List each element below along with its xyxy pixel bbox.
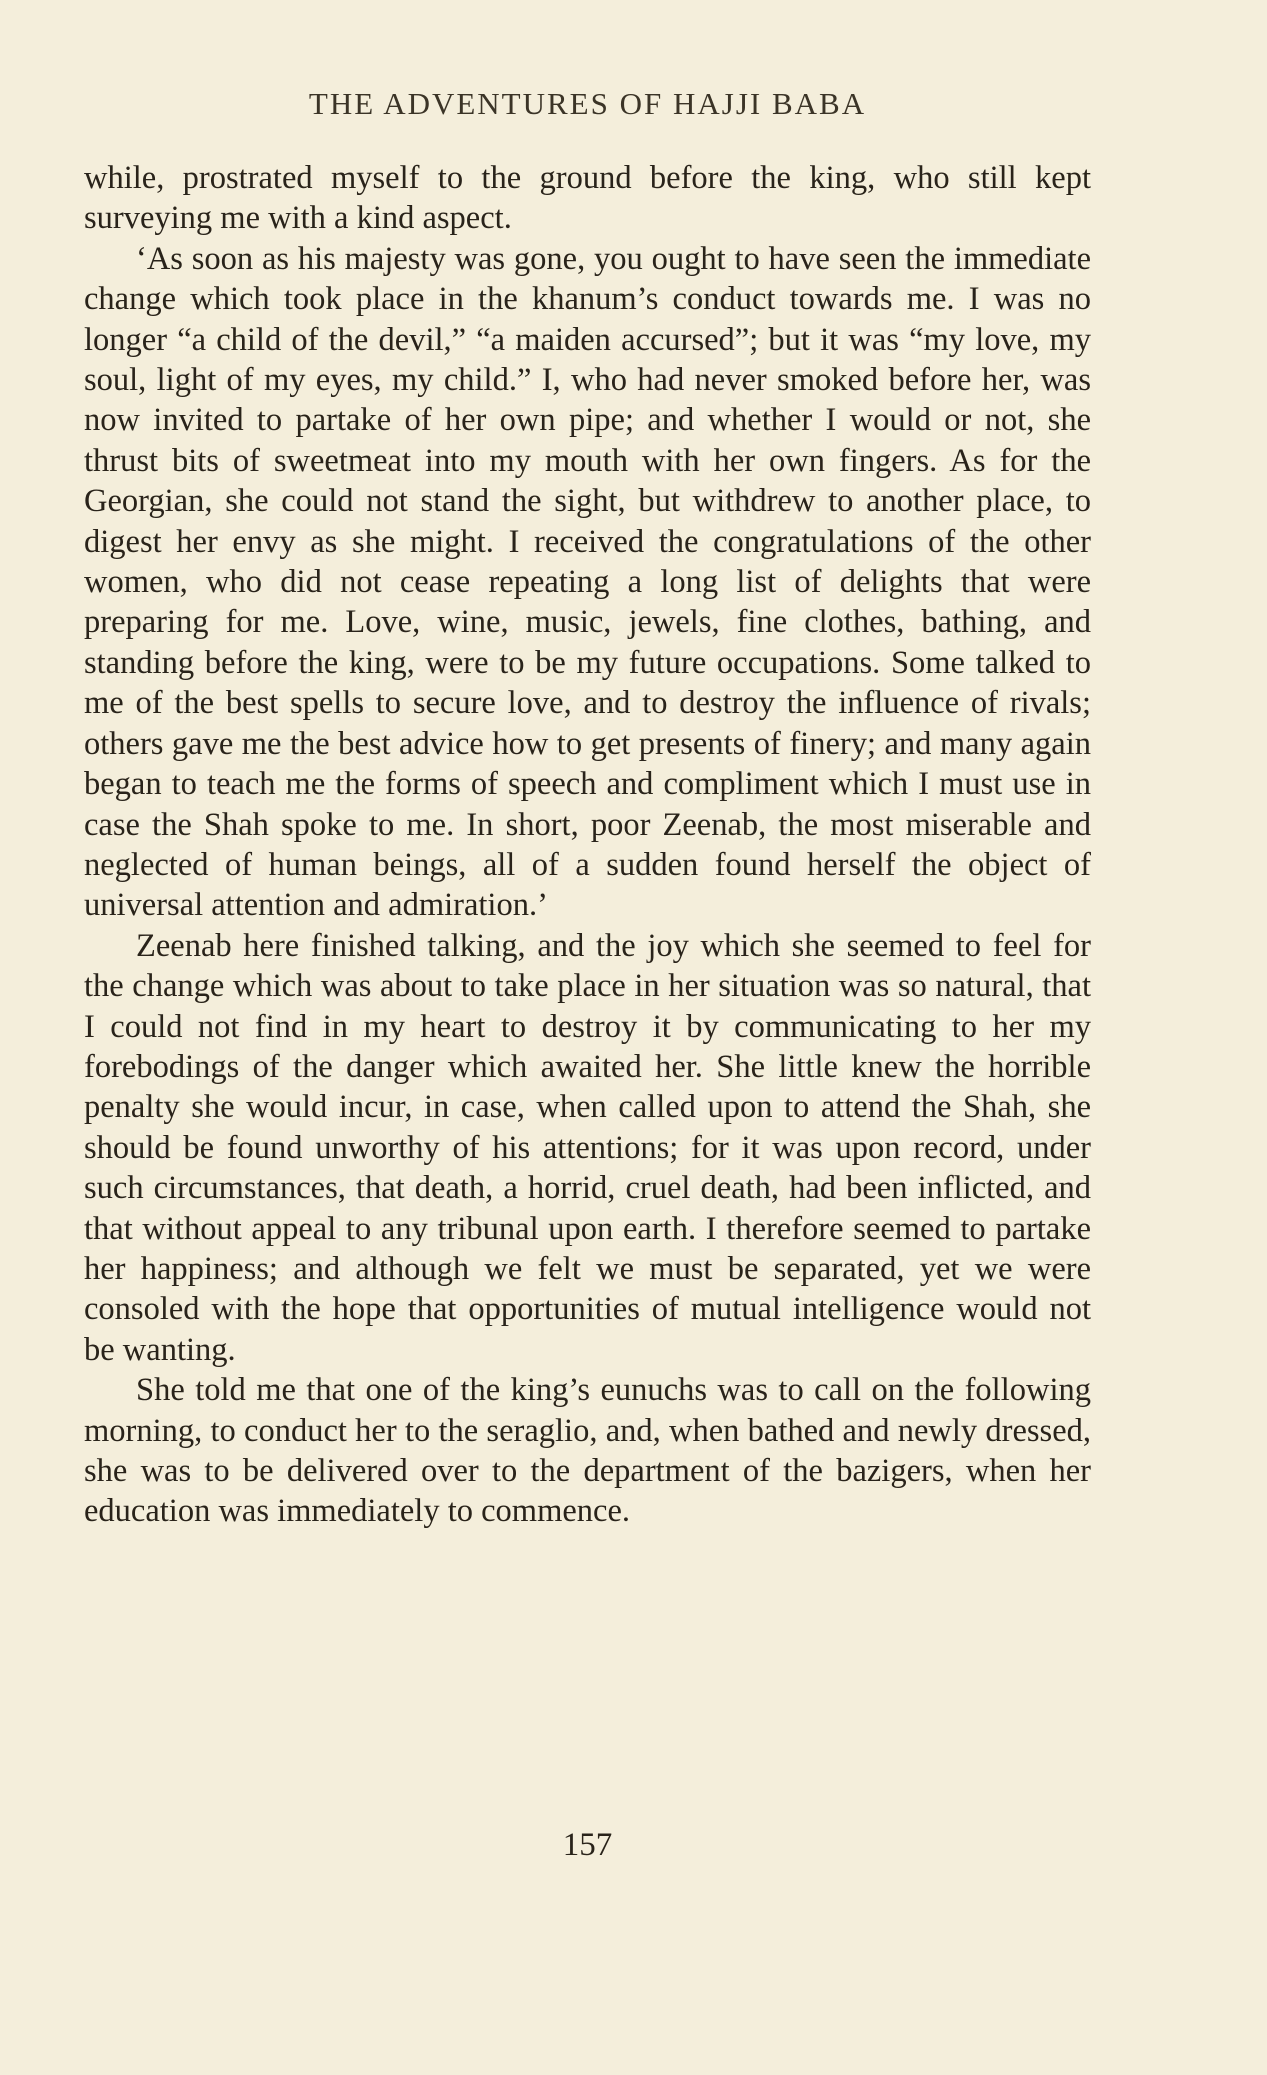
- paragraph-2: ‘As soon as his majesty was gone, you ought to have seen the immediate change which took place in the khanum’s conduct towards me. I was no longer “a child of the devil,” “a maiden accursed”; but it was “my love, my soul, light of my eyes, my child.” I, who had never smoked before her, was now invited to partake of her own pipe; and whether I would or not, she thrust bits of sweetmeat into my mouth with her own fingers. As for the Georgian, she could not stand the sight, but withdrew to another place, to digest her envy as she might. I received the congratulations of the other women, who did not cease repeating a long list of delights that were preparing for me. Love, wine, music, jewels, fine clothes, bathing, and standing before the king, were to be my future occupations. Some talked to me of the best spells to secure love, and to destroy the influence of rivals; others gave me the best advice how to get presents of finery; and many again began to teach me the forms of speech and compliment which I must use in case the Shah spoke to me. In short, poor Zeenab, the most miserable and neglected of human beings, all of a sudden found herself the object of universal attention and admiration.’: [84, 240, 1091, 924]
- paragraph-4: She told me that one of the king’s eunuchs was to call on the following morning, to conduct her to the seraglio, and, when bathed and newly dressed, she was to be delivered over to the department of the bazigers, when her education was immediately to commence.: [84, 1372, 1091, 1530]
- paragraph-3: Zeenab here finished talking, and the joy which she seemed to feel for the change which was about to take place in her situation was so natural, that I could not find in my heart to destroy it by communicating to her my forebodings of the danger which awaited her. She little knew the horrible penalty she would incur, in case, when called upon to attend the Shah, she should be found unworthy of his attentions; for it was upon record, under such circumstances, that death, a horrid, cruel death, had been inflicted, and that without appeal to any tribunal upon earth. I therefore seemed to partake her happiness; and although we felt we must be separated, yet we were consoled with the hope that opportunities of mutual intelligence would not be wanting.: [84, 927, 1091, 1368]
- running-header: THE ADVENTURES OF HAJJI BABA: [308, 86, 867, 121]
- body-text: [84, 158, 1091, 1532]
- page-number: 157: [562, 1827, 613, 1863]
- paragraph-1: while, prostrated myself to the ground before the king, who still kept surveying me with a kind aspect.: [84, 160, 1091, 237]
